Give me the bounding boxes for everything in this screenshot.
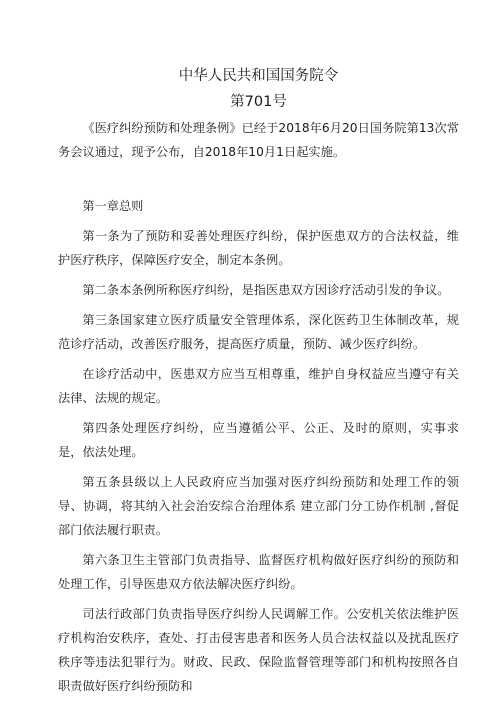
chapter-heading: 第一章总则: [82, 199, 144, 213]
article-6-continuation-paragraph: 司法行政部门负责指导医疗纠纷人民调解工作。公安机关依法维护医疗机构治安秩序，查处、打击侵害患者和医务人员合法权益以及扰乱医疗秩序等违法犯罪行为。财政、民政、保险监督管理等部门和机构按照各自职责做好医疗纠纷预防和: [58, 607, 459, 693]
article-3-paragraph: 第三条国家建立医疗质量安全管理体系，深化医药卫生体制改革，规范诊疗活动，改善医疗服务，提高医疗质量，预防、减少医疗纠纷。: [58, 313, 459, 351]
article-3-continuation-paragraph: 在诊疗活动中，医患双方应当互相尊重，维护自身权益应当遵守有关法律、法规的规定。: [58, 367, 459, 405]
article-4-paragraph: 第四条处理医疗纠纷，应当遵循公平、公正、及时的原则，实事求是，依法处理。: [58, 421, 459, 459]
article-6-paragraph: 第六条卫生主管部门负责指导、监督医疗机构做好医疗纠纷的预防和处理工作，引导医患双方依法解决医疗纠纷。: [58, 553, 459, 591]
article-5-paragraph: 第五条县级以上人民政府应当加强对医疗纠纷预防和处理工作的领导、协调，将其纳入社会治安综合治理体系 建立部门分工协作机制 ,督促部门依法履行职责。: [58, 475, 459, 537]
article-2-paragraph: 第二条本条例所称医疗纠纷，是指医患双方因诊疗活动引发的争议。: [82, 283, 450, 297]
article-1-paragraph: 第一条为了预防和妥善处理医疗纠纷，保护医患双方的合法权益，维护医疗秩序，保障医疗安全，制定本条例。: [58, 229, 459, 267]
order-number: 第701号: [230, 94, 287, 110]
document-title: 中华人民共和国国务院令: [178, 68, 339, 84]
preamble-paragraph: 《医疗纠纷预防和处理条例》已经于2018年6月20日国务院第13次常务会议通过，现予公布，自2018年10月1日起实施。: [58, 121, 459, 159]
